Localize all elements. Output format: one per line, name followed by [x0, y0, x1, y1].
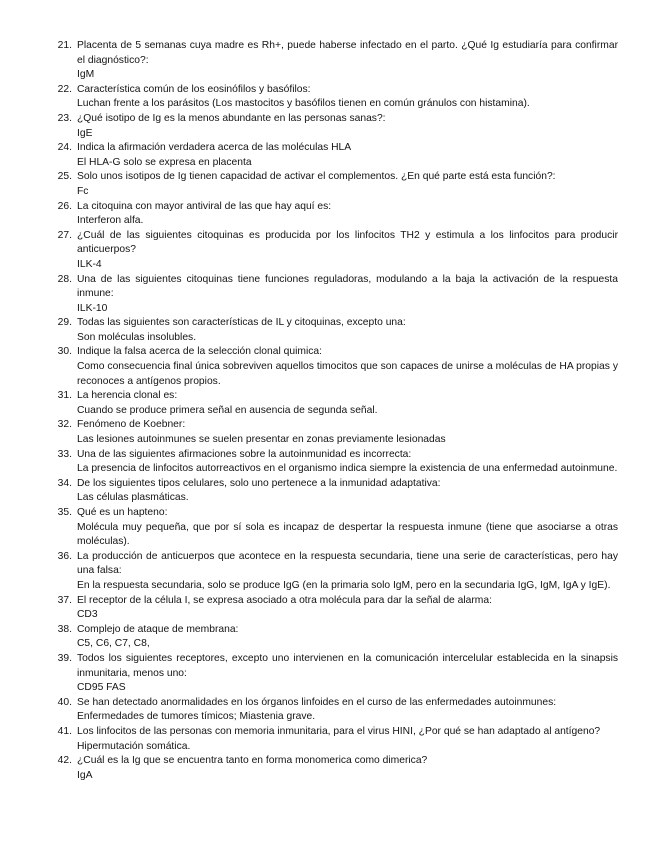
question-item	[0, 141, 655, 170]
question-number: 29.	[57, 317, 72, 329]
question-number: 27.	[57, 229, 72, 241]
question-text: Qué es un hapteno:	[77, 507, 168, 518]
question-text: Una de las siguientes citoquinas tiene funciones reguladoras, modulando a la baja la activación de la respuesta inmune:	[77, 273, 618, 300]
answer-text: Cuando se produce primera señal en ausencia de segunda señal.	[77, 404, 378, 416]
question-text: Característica común de los eosinófilos y basófilos:	[77, 83, 311, 95]
answer-text: IgA	[77, 769, 93, 781]
question-item	[0, 550, 655, 594]
question-number: 25.	[57, 171, 72, 183]
answer-text: Como consecuencia final única sobreviven aquellos timocitos que son capaces de unirse a moléculas de HA propias y reconoces a antígenos propios.	[77, 361, 618, 387]
question-item	[0, 448, 655, 477]
question-number: 37.	[57, 594, 72, 606]
question-text: Todas las siguientes son características de IL y citoquinas, excepto una:	[77, 317, 406, 329]
question-number: 35.	[57, 507, 72, 518]
question-text: Todos los siguientes receptores, excepto uno intervienen en la comunicación intercelular establecida en la sinapsis inmunitaria, menos uno:	[77, 652, 618, 679]
answer-text: IgM	[77, 69, 95, 81]
answer-text: En la respuesta secundaria, solo se produce IgG (en la primaria solo IgM, pero en la secundaria IgG, IgM, IgA y IgE).	[77, 579, 611, 591]
question-text: Solo unos isotipos de Ig tienen capacidad de activar el complementos. ¿En qué parte está esta función?:	[77, 171, 556, 183]
question-item	[0, 623, 655, 652]
question-number: 24.	[57, 142, 72, 154]
answer-text: Las células plasmáticas.	[77, 492, 189, 504]
answer-text: Hipermutación somática.	[77, 740, 191, 752]
question-number: 36.	[57, 550, 72, 562]
question-text: La citoquina con mayor antiviral de las que hay aquí es:	[77, 200, 332, 212]
question-number: 28.	[57, 273, 72, 285]
question-item	[0, 316, 655, 345]
question-item	[0, 652, 655, 696]
question-text: La producción de anticuerpos que acontece en la respuesta secundaria, tiene una serie de características, pero hay una falsa:	[77, 550, 618, 577]
question-text: La herencia clonal es:	[77, 390, 178, 402]
question-item	[0, 477, 655, 506]
question-number: 30.	[57, 346, 72, 358]
answer-text: C5, C6, C7, C8,	[77, 638, 150, 650]
question-text: Se han detectado anormalidades en los órganos linfoides en el curso de las enfermedades autoinmunes:	[77, 696, 557, 708]
question-number: 21.	[57, 40, 72, 51]
answer-text: CD3	[77, 609, 98, 621]
answer-text: El HLA-G solo se expresa en placenta	[77, 156, 252, 168]
question-number: 33.	[57, 448, 72, 460]
answer-text: La presencia de linfocitos autorreactivos en el organismo indica siempre la existencia de una enfermedad autoinmune.	[77, 463, 618, 475]
answer-text: IgE	[77, 127, 93, 139]
answer-text: Interferon alfa.	[77, 215, 144, 227]
answer-text: Son moléculas insolubles.	[77, 331, 197, 343]
question-number: 23.	[57, 112, 72, 124]
question-text: Indique la falsa acerca de la selección clonal quimica:	[77, 346, 322, 358]
question-item	[0, 200, 655, 229]
question-item	[0, 39, 655, 83]
question-number: 39.	[57, 652, 72, 664]
question-item	[0, 696, 655, 725]
question-number: 42.	[57, 755, 72, 767]
question-item	[0, 725, 655, 754]
answer-text: ILK-10	[77, 302, 108, 314]
question-text: ¿Qué isotipo de Ig es la menos abundante en las personas sanas?:	[77, 112, 386, 124]
question-number: 40.	[57, 696, 72, 708]
question-text: Complejo de ataque de membrana:	[77, 623, 239, 635]
question-text: De los siguientes tipos celulares, solo uno pertenece a la inmunidad adaptativa:	[77, 477, 441, 489]
answer-text: Molécula muy pequeña, que por sí sola es incapaz de despertar la respuesta inmune (tiene que asociarse a otras moléculas).	[77, 521, 618, 548]
question-number: 32.	[57, 419, 72, 431]
question-item	[0, 170, 655, 199]
question-text: Placenta de 5 semanas cuya madre es Rh+, puede haberse infectado en el parto. ¿Qué Ig estudiaría para confirmar el diagnóstico?:	[77, 40, 618, 66]
question-number: 31.	[57, 390, 72, 402]
question-item	[0, 273, 655, 317]
question-text: Los linfocitos de las personas con memoria inmunitaria, para el virus HINI, ¿Por qué se han adaptado al antígeno?	[77, 725, 601, 737]
question-text: Una de las siguientes afirmaciones sobre la autoinmunidad es incorrecta:	[77, 448, 412, 460]
question-number: 26.	[57, 200, 72, 212]
question-text: El receptor de la célula I, se expresa asociado a otra molécula para dar la señal de alarma:	[77, 594, 492, 606]
question-item	[0, 594, 655, 623]
question-number: 22.	[57, 83, 72, 95]
answer-text: Las lesiones autoinmunes se suelen presentar en zonas previamente lesionadas	[77, 434, 446, 446]
question-text: ¿Cuál de las siguientes citoquinas es producida por los linfocitos TH2 y estimula a los linfocitos para producir anticuerpos?	[77, 229, 618, 256]
question-text: Indica la afirmación verdadera acerca de las moléculas HLA	[77, 142, 352, 154]
question-item	[0, 506, 655, 550]
question-item	[0, 83, 655, 112]
question-item	[0, 389, 655, 418]
answer-text: Enfermedades de tumores tímicos; Miastenia grave.	[77, 711, 316, 723]
answer-text: CD95 FAS	[77, 682, 126, 694]
question-number: 34.	[57, 477, 72, 489]
question-number: 41.	[57, 725, 72, 737]
question-list	[0, 39, 655, 783]
answer-text: Luchan frente a los parásitos (Los mastocitos y basófilos tienen en común gránulos con histamina).	[77, 98, 530, 110]
question-text: Fenómeno de Koebner:	[77, 419, 186, 431]
answer-text: Fc	[77, 185, 89, 197]
answer-text: ILK-4	[77, 258, 102, 270]
question-item	[0, 229, 655, 273]
question-item	[0, 112, 655, 141]
question-text: ¿Cuál es la Ig que se encuentra tanto en forma monomerica como dimerica?	[77, 755, 428, 767]
question-item	[0, 418, 655, 447]
question-number: 38.	[57, 623, 72, 635]
question-item	[0, 754, 655, 783]
question-item	[0, 345, 655, 389]
